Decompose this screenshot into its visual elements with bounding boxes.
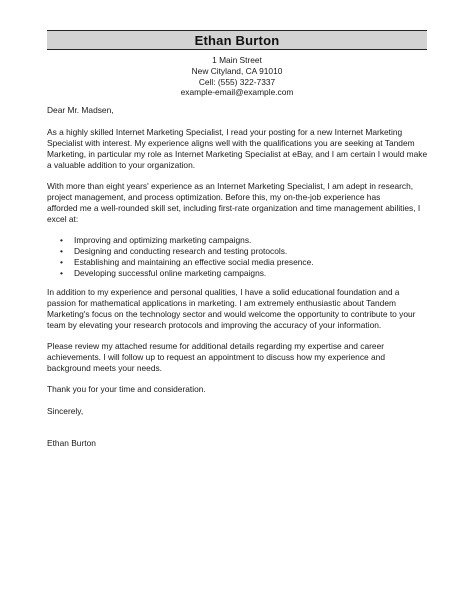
bullet-icon: •	[60, 245, 63, 256]
paragraph-line: achievements. I will follow up to request an appointment to discuss how my experience and	[47, 351, 385, 362]
paragraph-experience	[47, 181, 431, 225]
paragraph-line: With more than eight years' experience as an Internet Marketing Specialist, I am adept in research,	[47, 181, 414, 191]
list-item-text: Establishing and maintaining an effective social media presence.	[74, 256, 314, 267]
signature	[47, 438, 431, 449]
paragraph-line: a valuable addition to your organization.	[47, 159, 196, 170]
name-header-bar	[47, 30, 427, 50]
contact-street: 1 Main Street	[212, 55, 262, 65]
list-item	[58, 235, 418, 246]
paragraph-follow-up	[47, 341, 431, 374]
paragraph-line: excel at:	[47, 213, 79, 224]
list-item	[58, 246, 418, 257]
paragraph-line: project management, and process optimization. Before this, my on-the-job experience has	[47, 191, 381, 202]
list-item-text: Improving and optimizing marketing campaigns.	[74, 235, 252, 245]
signature-name: Ethan Burton	[47, 438, 96, 448]
paragraph-line: In addition to my experience and personal qualities, I have a solid educational foundation and a	[47, 287, 400, 297]
bullet-icon: •	[60, 267, 63, 278]
paragraph-intro	[47, 127, 431, 171]
thanks-text: Thank you for your time and consideration.	[47, 384, 206, 394]
list-item	[58, 268, 418, 279]
bullet-icon: •	[60, 256, 63, 267]
bullet-icon: •	[60, 235, 63, 245]
list-item	[58, 257, 418, 268]
greeting	[47, 105, 431, 116]
closing-text: Sincerely,	[47, 406, 84, 416]
skills-bullet-list	[58, 235, 418, 279]
list-item-text: Developing successful online marketing campaigns.	[74, 267, 267, 278]
paragraph-line: Marketing's focus on the technology sector and would welcome the opportunity to contribute to your	[47, 308, 416, 319]
paragraph-line: afforded me a well-rounded skill set, including first-rate organization and time management abilities, I	[47, 202, 421, 213]
contact-email: example-email@example.com	[180, 87, 294, 98]
paragraph-line: As a highly skilled Internet Marketing Specialist, I read your posting for a new Internet Marketing	[47, 127, 403, 137]
applicant-name: Ethan Burton	[194, 32, 280, 48]
contact-block	[47, 55, 427, 98]
paragraph-line: Marketing, in particular my role as Internet Marketing Specialist at eBay, and I am certain I would make	[47, 148, 428, 159]
paragraph-education	[47, 287, 431, 331]
paragraph-line: passion for mathematical applications in marketing. I am extremely enthusiastic about Tandem	[47, 297, 396, 308]
paragraph-line: Specialist with interest. My experience aligns well with the qualifications you are seeking at Tandem	[47, 137, 415, 148]
list-item-text: Designing and conducting research and testing protocols.	[74, 245, 288, 256]
contact-phone: Cell: (555) 322-7337	[198, 76, 276, 87]
paragraph-line: background meets your needs.	[47, 362, 162, 373]
paragraph-line: team by elevating your research protocols and improving the accuracy of your information.	[47, 319, 382, 330]
contact-city: New Cityland, CA 91010	[191, 65, 283, 76]
greeting-text: Dear Mr. Madsen,	[47, 105, 114, 115]
thanks-line	[47, 384, 431, 395]
paragraph-line: Please review my attached resume for additional details regarding my expertise and career	[47, 341, 385, 351]
closing	[47, 406, 431, 417]
